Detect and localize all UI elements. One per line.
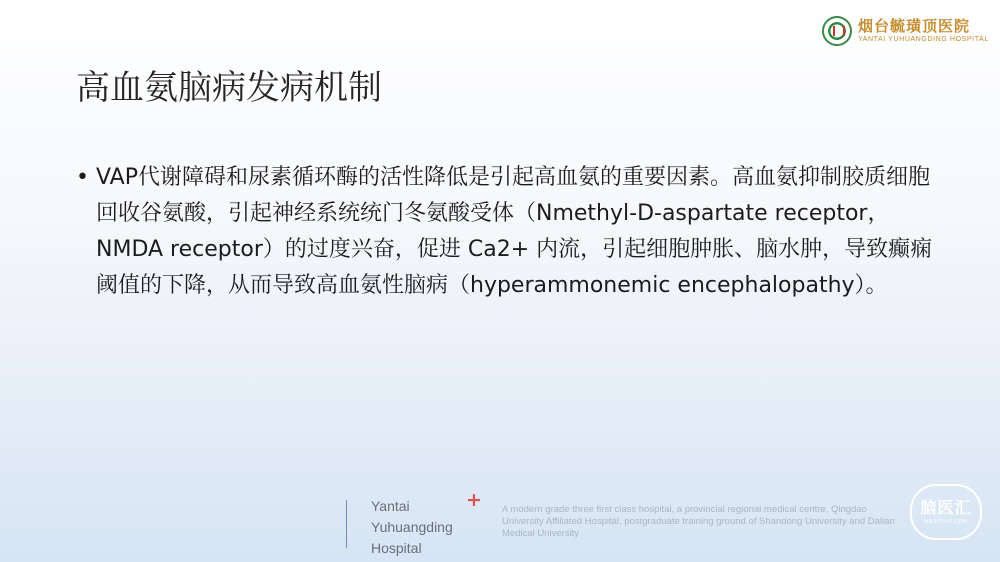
slide-title: 高血氨脑病发病机制 xyxy=(76,68,382,108)
brand-logo-english: NAOYIHUI.COM xyxy=(924,519,968,525)
footer-hospital-name-line: Yantai xyxy=(371,498,410,514)
red-cross-icon: + xyxy=(466,489,482,511)
brand-logo xyxy=(910,484,982,540)
bullet-icon: • xyxy=(76,165,89,190)
logo-chinese-name: 烟台毓璜顶医院 xyxy=(858,17,971,35)
footer-hospital-name-line: Hospital xyxy=(371,540,422,556)
hospital-seal-icon xyxy=(822,16,852,46)
logo-text xyxy=(858,17,989,45)
brand-logo-chinese: 脑医汇 xyxy=(920,498,972,517)
footer-hospital-name-line: Yuhuangding xyxy=(371,519,453,535)
hospital-logo xyxy=(822,16,989,46)
bullet-list xyxy=(76,160,936,304)
logo-english-name: YANTAI YUHUANGDING HOSPITAL xyxy=(858,36,989,43)
footer-hospital-name xyxy=(371,496,481,559)
footer-description: A modern grade three first class hospital, a provincial regional medical centre, Qingdao University Affiliated Hospital, postgraduate training ground of Shandong University and Dalian Medical University xyxy=(502,504,895,539)
footer-divider xyxy=(346,500,347,548)
bullet-text: VAP代谢障碍和尿素循环酶的活性降低是引起高血氨的重要因素。高血氨抑制胶质细胞回收谷氨酸，引起神经系统统门冬氨酸受体（Nmethyl-D-aspartate receptor，NMDA receptor）的过度兴奋，促进 Ca2+ 内流，引起细胞肿胀、脑水肿，导致癫痫阈值的下降，从而导致高血氨性脑病（hyperammonemic encephalopathy）。 xyxy=(96,165,933,298)
